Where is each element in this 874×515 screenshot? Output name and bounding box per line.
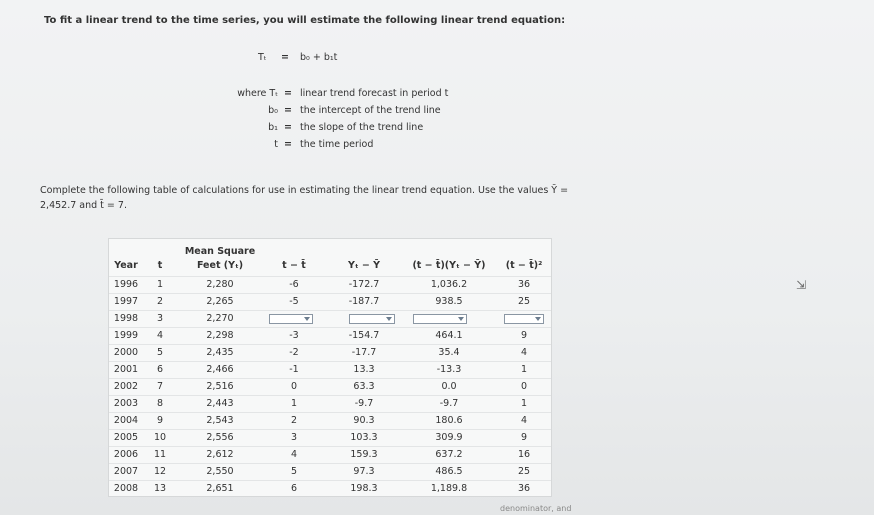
cell-year: 2006 xyxy=(113,449,139,460)
cell-t: 8 xyxy=(156,398,164,409)
cell-t-minus-tbar: -1 xyxy=(289,364,299,375)
cell-product: 35.4 xyxy=(438,347,460,358)
cell-y-minus-ybar: -17.7 xyxy=(351,347,377,358)
cell-t-minus-tbar: -6 xyxy=(289,279,299,290)
cell-y: 2,651 xyxy=(206,483,234,494)
cell-squared: 4 xyxy=(520,415,528,426)
definition-symbol: where Tₜ xyxy=(237,88,278,99)
definition-text: the time period xyxy=(300,139,374,150)
cell-t-minus-tbar: -5 xyxy=(289,296,299,307)
definition-row xyxy=(218,139,518,153)
definition-equals: = xyxy=(284,139,292,150)
definition-equals: = xyxy=(284,105,292,116)
definition-equals: = xyxy=(284,122,292,133)
cell-t: 10 xyxy=(153,432,167,443)
cell-y-minus-ybar: -187.7 xyxy=(348,296,380,307)
row-divider xyxy=(109,361,551,362)
cell-y-minus-ybar: 13.3 xyxy=(353,364,375,375)
cell-y-minus-ybar: 63.3 xyxy=(353,381,375,392)
product-dropdown[interactable] xyxy=(413,314,467,324)
cell-squared: 25 xyxy=(517,466,531,477)
row-divider xyxy=(109,344,551,345)
row-divider xyxy=(109,310,551,311)
equation-lhs: Tₜ xyxy=(258,52,267,63)
cell-t-minus-tbar: -2 xyxy=(289,347,299,358)
cell-year: 2001 xyxy=(113,364,139,375)
cell-product: -9.7 xyxy=(439,398,459,409)
header-t: t xyxy=(157,260,163,271)
cell-squared: 25 xyxy=(517,296,531,307)
header-t-minus-tbar: t − t̄ xyxy=(282,260,306,271)
cell-squared: 36 xyxy=(517,483,531,494)
cell-year: 1997 xyxy=(113,296,139,307)
cell-year: 2008 xyxy=(113,483,139,494)
definition-equals: = xyxy=(284,88,292,99)
cell-squared: 1 xyxy=(520,364,528,375)
cell-y: 2,543 xyxy=(206,415,234,426)
header-y-minus-ybar: Yₜ − Ȳ xyxy=(347,260,381,271)
cell-squared: 4 xyxy=(520,347,528,358)
header-product: (t − t̄)(Yₜ − Ȳ) xyxy=(412,260,486,271)
cell-product: -13.3 xyxy=(436,364,462,375)
instructions-line2: 2,452.7 and t̄ = 7. xyxy=(40,200,127,211)
cell-product: 180.6 xyxy=(435,415,463,426)
cell-y: 2,270 xyxy=(206,313,234,324)
cell-y: 2,466 xyxy=(206,364,234,375)
row-divider xyxy=(109,480,551,481)
cell-squared: 9 xyxy=(520,432,528,443)
cell-year: 1998 xyxy=(113,313,139,324)
header-msf-line2: Feet (Yₜ) xyxy=(196,260,244,271)
equation-rhs: b₀ + b₁t xyxy=(300,52,338,63)
row-divider xyxy=(109,276,551,277)
cell-t: 11 xyxy=(153,449,167,460)
footnote-text: denominator, and xyxy=(500,504,572,513)
cell-year: 2007 xyxy=(113,466,139,477)
cell-t: 5 xyxy=(156,347,164,358)
cell-year: 2002 xyxy=(113,381,139,392)
cell-y-minus-ybar: -172.7 xyxy=(348,279,380,290)
cell-squared: 36 xyxy=(517,279,531,290)
cell-product: 486.5 xyxy=(435,466,463,477)
cell-t-minus-tbar: 3 xyxy=(290,432,298,443)
cell-t: 1 xyxy=(156,279,164,290)
cell-year: 2000 xyxy=(113,347,139,358)
header-squared: (t − t̄)² xyxy=(505,260,543,271)
chevron-down-icon xyxy=(304,317,310,321)
definition-text: the intercept of the trend line xyxy=(300,105,441,116)
definition-row xyxy=(218,88,518,102)
cell-y: 2,280 xyxy=(206,279,234,290)
chevron-down-icon xyxy=(386,317,392,321)
instructions-line1: Complete the following table of calculations for use in estimating the linear trend equation. Use the values Ȳ = xyxy=(40,185,569,196)
cell-product: 637.2 xyxy=(435,449,463,460)
cell-y: 2,298 xyxy=(206,330,234,341)
row-divider xyxy=(109,429,551,430)
definition-row xyxy=(218,105,518,119)
cell-t-minus-tbar: 5 xyxy=(290,466,298,477)
cell-t-minus-tbar: 6 xyxy=(290,483,298,494)
squared-dropdown[interactable] xyxy=(504,314,544,324)
row-divider xyxy=(109,412,551,413)
chevron-down-icon xyxy=(535,317,541,321)
cell-y-minus-ybar: 103.3 xyxy=(350,432,378,443)
cell-t: 13 xyxy=(153,483,167,494)
cell-t-minus-tbar: -3 xyxy=(289,330,299,341)
cell-year: 1999 xyxy=(113,330,139,341)
cell-squared: 0 xyxy=(520,381,528,392)
definition-text: linear trend forecast in period t xyxy=(300,88,449,99)
cell-y-minus-ybar: -9.7 xyxy=(354,398,374,409)
cell-t-minus-tbar: 2 xyxy=(290,415,298,426)
cell-y: 2,612 xyxy=(206,449,234,460)
cell-product: 309.9 xyxy=(435,432,463,443)
row-divider xyxy=(109,327,551,328)
definition-symbol: b₀ xyxy=(268,105,278,116)
header-year: Year xyxy=(114,260,138,271)
row-divider xyxy=(109,446,551,447)
definition-row xyxy=(218,122,518,136)
cell-product: 938.5 xyxy=(435,296,463,307)
cell-squared: 9 xyxy=(520,330,528,341)
cell-year: 2004 xyxy=(113,415,139,426)
cell-y: 2,556 xyxy=(206,432,234,443)
cell-y-minus-ybar: 97.3 xyxy=(353,466,375,477)
cell-t: 9 xyxy=(156,415,164,426)
cell-y: 2,550 xyxy=(206,466,234,477)
cell-t: 4 xyxy=(156,330,164,341)
cell-y-minus-ybar: -154.7 xyxy=(348,330,380,341)
cell-y: 2,443 xyxy=(206,398,234,409)
cell-y: 2,435 xyxy=(206,347,234,358)
cell-product: 0.0 xyxy=(441,381,457,392)
chevron-down-icon xyxy=(458,317,464,321)
cell-squared: 1 xyxy=(520,398,528,409)
cell-t: 12 xyxy=(153,466,167,477)
cell-t: 7 xyxy=(156,381,164,392)
cell-squared: 16 xyxy=(517,449,531,460)
cell-year: 2003 xyxy=(113,398,139,409)
mouse-cursor-icon: ⇲ xyxy=(796,278,807,292)
cell-y: 2,265 xyxy=(206,296,234,307)
intro-text: To fit a linear trend to the time series, you will estimate the following linear trend equation: xyxy=(44,15,566,26)
cell-year: 2005 xyxy=(113,432,139,443)
instructions xyxy=(40,183,600,213)
definition-symbol: t xyxy=(274,139,278,150)
cell-t-minus-tbar: 0 xyxy=(290,381,298,392)
row-divider xyxy=(109,378,551,379)
row-divider xyxy=(109,293,551,294)
cell-product: 1,189.8 xyxy=(430,483,468,494)
cell-y-minus-ybar: 198.3 xyxy=(350,483,378,494)
cell-t: 6 xyxy=(156,364,164,375)
cell-product: 1,036.2 xyxy=(430,279,468,290)
calculation-table xyxy=(108,238,552,497)
row-divider xyxy=(109,463,551,464)
equation-equals: = xyxy=(281,52,289,63)
cell-y-minus-ybar: 90.3 xyxy=(353,415,375,426)
t-minus-tbar-dropdown[interactable] xyxy=(269,314,313,324)
y-minus-ybar-dropdown[interactable] xyxy=(349,314,395,324)
definition-symbol: b₁ xyxy=(268,122,278,133)
cell-y: 2,516 xyxy=(206,381,234,392)
cell-year: 1996 xyxy=(113,279,139,290)
cell-t-minus-tbar: 1 xyxy=(290,398,298,409)
cell-t-minus-tbar: 4 xyxy=(290,449,298,460)
header-msf-line1: Mean Square xyxy=(184,246,256,257)
cell-y-minus-ybar: 159.3 xyxy=(350,449,378,460)
definition-text: the slope of the trend line xyxy=(300,122,424,133)
cell-t: 2 xyxy=(156,296,164,307)
cell-t: 3 xyxy=(156,313,164,324)
cell-product: 464.1 xyxy=(435,330,463,341)
row-divider xyxy=(109,395,551,396)
